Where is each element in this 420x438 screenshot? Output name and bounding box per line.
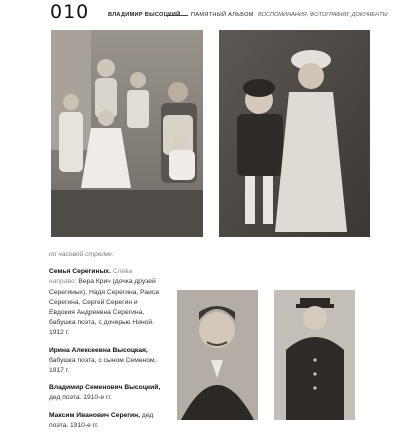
- caption-vysotsky-title: Владимир Семенович Высоцкий,: [49, 384, 161, 392]
- caption-grandmother-text: бабушка поэта, с сыном Семеном. 1917 г.: [49, 356, 157, 375]
- header-author: ВЛАДИМИР ВЫСОЦКИЙ: [108, 12, 181, 18]
- caption-grandmother-title: Ирина Алексеевна Высоцкая,: [49, 346, 148, 354]
- photo-family-group: [51, 30, 203, 237]
- caption-family: [49, 267, 161, 338]
- caption-family-title: Семья Серегиных.: [49, 268, 111, 276]
- caption-seregin-title: Максим Иванович Серегин,: [49, 411, 141, 419]
- caption-seregin-text: дед поэта. 1910-е гг.: [49, 411, 154, 429]
- caption-family-text: Вера Крич (дочка друзей Серегиных), Надя Серегина, Раиса Серегина, Сергей Серегин и Евдокия Андреевна Серегина, бабушка поэта, с дочерью Ниной. 1912 г.: [49, 278, 159, 337]
- header-divider: [167, 15, 188, 16]
- photo-captions: [49, 250, 161, 438]
- caption-family-direction: Слева направо:: [49, 268, 133, 286]
- caption-vysotsky-text: дед поэта. 1910-е гг.: [49, 394, 112, 402]
- caption-grandmother: [49, 346, 161, 377]
- photo-grandfather-vysotsky: [177, 290, 258, 420]
- header-album: ПАМЯТНЫЙ АЛЬБОМ: [191, 12, 254, 18]
- header-subtitle: ВОСПОМИНАНИЯ, ФОТОГРАФИИ, ДОКУМЕНТЫ: [258, 12, 388, 18]
- photo-grandmother-with-son: [219, 30, 370, 237]
- photo-grandfather-seregin: [274, 290, 355, 420]
- caption-hint: по часовой стрелке:: [49, 251, 114, 258]
- caption-vysotsky: [49, 383, 161, 403]
- page-number: 010: [50, 1, 90, 23]
- caption-seregin: [49, 411, 161, 431]
